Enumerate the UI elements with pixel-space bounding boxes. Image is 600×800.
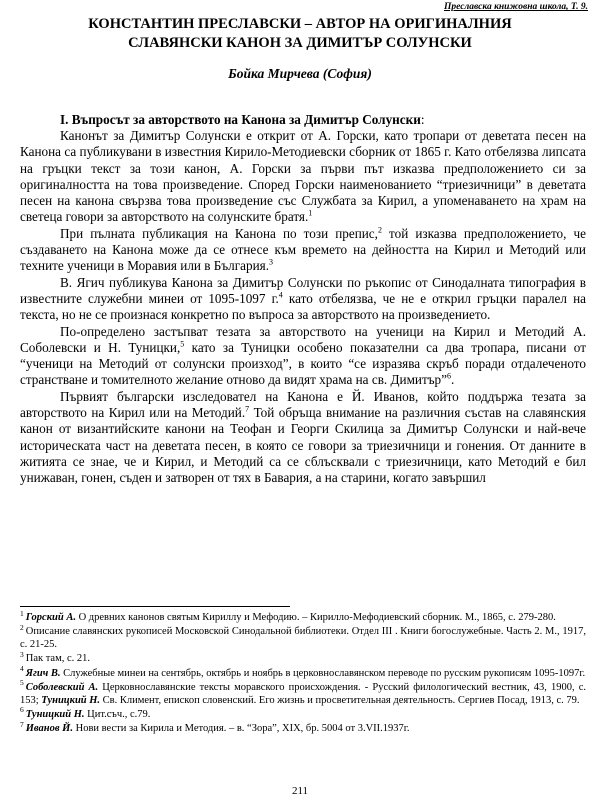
footnote-ref[interactable]: 1 (308, 209, 313, 219)
footnote-ref[interactable]: 3 (269, 257, 274, 267)
title-line-1: КОНСТАНТИН ПРЕСЛАВСКИ – АВТОР НА ОРИГИНАЛНИЯ (88, 16, 512, 32)
title-line-2: СЛАВЯНСКИ КАНОН ЗА ДИМИТЪР СОЛУНСКИ (128, 35, 472, 51)
section-heading-colon: : (420, 112, 425, 127)
body-text (20, 128, 586, 487)
footnote-4: $^4$ Ягич В. Служебные минеи на сентябрь, октябрь и ноябрь в церковнославянском переводе по русским рукописям 1095-1097г. (20, 664, 586, 679)
paragraph-5: Първият български изследовател на Канона е Й. Иванов, който поддържа тезата за авторството на Кирил или на Методий.$^7$ Той обръща внимание на различния състав на славянския канон от византийските канони на Теофан и Георги Скилица за Димитър Солунски и най-вече историческата част на деветата песен, в която се говори за триезичници и гонения. От данните в житията се знае, че и Кирил, и Методий са се сблъсквали с триезичници, като Методий е бил унижаван, гонен, съден и затворен от тях в Бавария, а на старини, когато завършил (20, 388, 586, 486)
footnote-1: $^1$ Горский А. О древних канонов святым Кириллу и Мефодию. – Кирилло-Мефодиевский сборник. М., 1865, с. 279-280. (20, 608, 556, 623)
article-title (40, 15, 560, 53)
running-head: Преславска книжовна школа, Т. 9. (443, 2, 588, 12)
footnote-ref[interactable]: 2 (377, 225, 382, 235)
footnote-6: $^6$ Туницкий Н. Цит.съч., с.79. (20, 705, 151, 720)
paragraph-4: По-определено застъпват тезата за авторството на ученици на Кирил и Методий А. Соболевски и Н. Туницки,$^5$ като за Туницки особено показателни са два тропара, писани от “ученици на Методий от солунски произход”, в които “се изразява скръб поради отдалеченото странстване и томителното желание отново да видят храма на св. Димитър”$^6$. (20, 323, 586, 388)
paragraph-2: При пълната публикация на Канона по този препис,$^2$ той изказва предположението, че създаването на Канона може да се отнесе към времето на дейността на Кирил и Методий или техните ученици в Моравия или в България.$^3$ (20, 225, 586, 274)
section-heading (60, 112, 580, 128)
footnotes (20, 608, 586, 736)
footnote-ref[interactable]: 7 (245, 404, 250, 414)
section-heading-text: I. Въпросът за авторството на Канона за Димитър Солунски (60, 112, 421, 127)
footnote-divider (20, 606, 290, 607)
footnote-5: $^5$ Соболевский А. Церковнославянские тексты моравского происхождения. - Русский филологический вестник, 43, 1900, с. 153; Туницкий Н. Св. Климент, епископ словенский. Его жизнь и просветительная деятельность. Сергиев Посад, 1913, с. 79. (20, 678, 586, 706)
paragraph-3: В. Ягич публикува Канона за Димитър Солунски по ръкопис от Синодалната типография в известните служебни минеи от 1095-1097 г.$^4$ като отбелязва, че не е открил гръцки паралел на текста, но не се произнася конкретно по въпроса за авторството на произведението. (20, 274, 586, 323)
footnote-ref[interactable]: 6 (447, 372, 451, 382)
author-byline: Бойка Мирчева (София) (228, 66, 372, 81)
footnote-ref[interactable]: 4 (278, 290, 283, 300)
paragraph-1: Канонът за Димитър Солунски е открит от А. Горски, като тропари от деветата песен на Канона са публикувани в известния Кирило-Методиевски сборник от 1865 г. Като отбелязва липсата на гръцки текст за този канон, А. Горски за първи път изказва предположението си за оригиналността на това произведение. Според Горски наименованието “триезичници” в деветата песен на канона свързва това произведение със Службата за Кирил, а упоменаването на храм на светеца говори за авторството на солунските братя.$^1$ (20, 128, 586, 225)
footnote-ref[interactable]: 5 (180, 339, 185, 349)
footnote-7: $^7$ Иванов Й. Нови вести за Кирила и Методия. – в. “Зора”, XIX, бр. 5004 от 3.VII.1937г. (20, 719, 410, 735)
footnote-2: $^2$ Описание славянских рукописей Московской Синодальной библиотеки. Отдел III . Книги богослужебные. Часть 2. М., 1917, с. 21-25. (20, 622, 586, 651)
footnote-3: $^3$ Пак там, с. 21. (20, 649, 91, 665)
page-number: 211 (291, 785, 309, 797)
